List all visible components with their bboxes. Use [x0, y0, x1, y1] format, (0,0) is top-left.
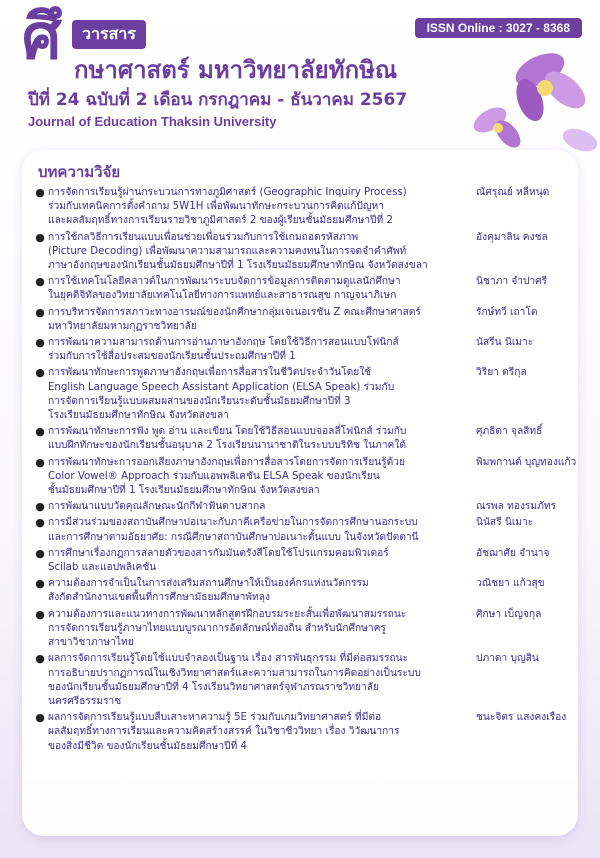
article-title: การพัฒนาแบบวัดคุณลักษณะนักกีฬาฟันดาบสากล: [48, 501, 266, 513]
article-title: การใช้เทคโนโลยีคลาวด์ในการพัฒนาระบบจัดการข้อมูลการติดตามดูแลนักศึกษา ในยุคดิจิทัลของวิทยาลัยเทคโนโลยีทางการแพทย์และสาธารณสุข กาญจนาภิเษก: [48, 276, 401, 302]
issn-badge: ISSN Online : 3027 - 8368: [415, 18, 582, 38]
list-item: [32, 608, 572, 651]
content-panel: [22, 150, 578, 836]
list-item: [32, 500, 572, 514]
section-heading: บทความวิจัย: [38, 163, 121, 181]
article-title: การใช้กลวิธีการเรียนแบบเพื่อนช่วยเพื่อนร่วมกับการใช้เกมถอดรหัสภาพ (Picture Decoding) เพื่อพัฒนาความสามารถและความคงทนในการจดจำคำศัพท์ ภาษาอังกฤษของนักเรียนชั้นมัธยมศึกษาปีที่ 1 โรงเรียนมัธยมศึกษาทักษิณ จังหวัดสงขลา: [48, 231, 428, 272]
list-item: [32, 186, 572, 229]
journal-title: กษาศาสตร์ มหาวิทยาลัยทักษิณ: [74, 56, 398, 84]
article-title: การจัดการเรียนรู้ผ่านกระบวนการทางภูมิศาสตร์ (Geographic Inquiry Process) ร่วมกับเทคนิคการตั้งคำถาม 5W1H เพื่อพัฒนาทักษะกระบวนการคิดแก้ปัญหา และผลสัมฤทธิ์ทางการเรียนรายวิชาภูมิศาสตร์ 2 ของผู้เรียนชั้นมัธยมศึกษาปีที่ 2: [48, 187, 407, 227]
article-title: ความต้องการและแนวทางการพัฒนาหลักสูตรฝึกอบรมระยะสั้นเพื่อพัฒนาสมรรถนะ การจัดการเรียนรู้ภาษาไทยแบบบูรณาการอัตลักษณ์ท้องถิ่น สำหรับนักศึกษาครู สาขาวิชาภาษาไทย: [48, 608, 407, 649]
article-title: การมีส่วนร่วมของสถาบันศึกษาปอเนาะกับภาคีเครือข่ายในการจัดการศึกษานอกระบบ และการศึกษาตามอัธยาศัย: กรณีศึกษาสถาบันศึกษาปอเนาะดั้นแบบ ในจังหวัดปัตตานี: [48, 517, 419, 543]
article-title: การพัฒนาทักษะการพูดภาษาอังกฤษเพื่อการสื่อสารในชีวิตประจำวันโดยใช้ English Language Speech Assistant Application (ELSA Speak) ร่วมกับ การจัดการเรียนรู้แบบผสมผสานของนักเรียนระดับชั้นมัธยมศึกษาปีที่ 3 โรงเรียนมัธยมศึกษาทักษิณ จังหวัดสงขลา: [48, 367, 395, 422]
article-author: วณิชยา แก้วสุข: [476, 578, 545, 590]
article-author: ปภาดา บุญสิน: [476, 653, 539, 665]
article-title: การพัฒนาทักษะการออกเสียงภาษาอังกฤษเพื่อการสื่อสารโดยการจัดการเรียนรู้ด้วย Color Vowel® Approach ร่วมกับแอพพลิเคชัน ELSA Speak ของนักเรียน ชั้นมัธยมศึกษาปีที่ 1 โรงเรียนมัธยมศึกษาทักษิณ จังหวัดสงขลา: [48, 456, 405, 497]
list-item: [32, 455, 577, 499]
article-title: การบริหารจัดการสภาวะทางอารมณ์ของนักศึกษากลุ่มเจเนอเรชัน Z คณะศึกษาศาสตร์ มหาวิทยาลัยมหามกุฏราชวิทยาลัย: [48, 306, 421, 332]
article-author: ศิกษา เบ็ญจกุล: [476, 608, 542, 620]
article-author: พิมพกานต์ บุญทองแก้ว: [476, 456, 577, 468]
list-item: [32, 516, 572, 544]
article-title: ผลการจัดการเรียนรู้โดยใช้แบบจำลองเป็นฐาน เรื่อง สารพันธุกรรม ที่มีต่อสมรรถนะ การอธิบายปรากฏการณ์ในเชิงวิทยาศาสตร์และความสามารถในการคิดอย่างเป็นระบบ ของนักเรียนชั้นมัธยมศึกษาปีที่ 4 โรงเรียนวิทยาศาสตร์จุฬาภรณราชวิทยาลัย นครศรีธรรมราช: [48, 653, 421, 707]
article-author: รักษ์ทวี เถาโต: [476, 306, 538, 318]
bullet-dot-icon: ●: [35, 275, 45, 289]
bullet-dot-icon: ●: [35, 336, 45, 350]
bullet-dot-icon: ●: [35, 366, 45, 380]
article-list: [32, 186, 577, 756]
bullet-dot-icon: ●: [35, 652, 45, 666]
list-item: [32, 306, 572, 334]
article-title: การพัฒนาความสามารถด้านการอ่านภาษาอังกฤษ โดยใช้วิธีการสอนแบบโฟนิกส์ ร่วมกับการใช้สื่อประสมของนักเรียนชั้นประถมศึกษาปีที่ 1: [48, 337, 399, 363]
article-title: การศึกษาเรื่องกฎการสลายตัวของสารกัมมันตรังสีโดยใช้โปรแกรมคอมพิวเตอร์ Scilab และแอปพลิเคชัน: [48, 547, 389, 574]
bullet-dot-icon: ●: [35, 577, 45, 591]
list-item: [32, 336, 572, 364]
bullet-dot-icon: ●: [35, 186, 45, 199]
article-author: ชนะจิตร แสงคงเรือง: [476, 712, 567, 724]
list-item: [32, 231, 572, 274]
issue-info: ปีที่ 24 ฉบับที่ 2 เดือน กรกฎาคม - ธันวาคม 2567: [28, 90, 408, 110]
bullet-dot-icon: ●: [35, 607, 45, 621]
list-item: [32, 577, 572, 605]
bullet-dot-icon: ●: [35, 455, 45, 469]
article-author: ณัศรุณย์ หลีหนุด: [476, 187, 550, 198]
article-author: ณรพล ทองรมภัทร: [476, 501, 557, 513]
list-item: [32, 547, 572, 575]
journal-label: วารสาร: [72, 20, 146, 49]
article-author: อัชฌาศัย จำนาจ: [476, 547, 550, 559]
article-author: นิชาภา จำปาศรี: [476, 276, 548, 288]
list-item: [32, 366, 572, 423]
article-author: วิริยา ตรีกุล: [476, 367, 527, 379]
journal-header: [0, 0, 600, 150]
article-author: ศุภธิดา จุลสิทธิ์: [476, 426, 543, 438]
article-author: นัสรีน นิเมาะ: [476, 337, 534, 349]
title-big-letter: ศึ: [22, 0, 62, 73]
bullet-dot-icon: ●: [35, 546, 45, 560]
article-title: ผลการจัดการเรียนรู้แบบสืบเสาะหาความรู้ 5E ร่วมกับเกมวิทยาศาสตร์ ที่มีต่อ ผลสัมฤทธิ์ทางการเรียนและความคิดสร้างสรรค์ ในวิชาชีววิทยา เรื่อง วิวัฒนาการ ของสิ่งมีชีวิต ของนักเรียนชั้นมัธยมศึกษาปีที่ 4: [48, 712, 400, 752]
bullet-dot-icon: ●: [35, 711, 45, 725]
list-item: [32, 425, 572, 453]
bullet-dot-icon: ●: [35, 516, 45, 530]
list-item: [32, 652, 572, 709]
list-item: [32, 711, 572, 754]
article-author: อังคุมาลิน คงชล: [476, 231, 548, 243]
english-journal-title: Journal of Education Thaksin University: [28, 114, 277, 129]
article-title: การพัฒนาทักษะการฟัง พูด อ่าน และเขียน โดยใช้วิธีสอนแบบจอลลี่โฟนิกส์ ร่วมกับ แบบฝึกทักษะของนักเรียนชั้นอนุบาล 2 โรงเรียนนานาชาติในระบบบริทิช ในภาคใต้: [48, 426, 407, 452]
article-author: นินัสรี นิเมาะ: [476, 517, 534, 529]
bullet-dot-icon: ●: [35, 230, 45, 244]
bullet-dot-icon: ●: [35, 425, 45, 439]
article-title: ความต้องการจำเป็นในการส่งเสริมสถานศึกษาให้เป็นองค์กรแห่งนวัตกรรม สังกัดสำนักงานเขตพื้นที่การศึกษามัธยมศึกษาพัทลุง: [48, 578, 369, 604]
list-item: [32, 275, 572, 303]
bullet-dot-icon: ●: [35, 305, 45, 319]
bullet-dot-icon: ●: [35, 500, 45, 514]
